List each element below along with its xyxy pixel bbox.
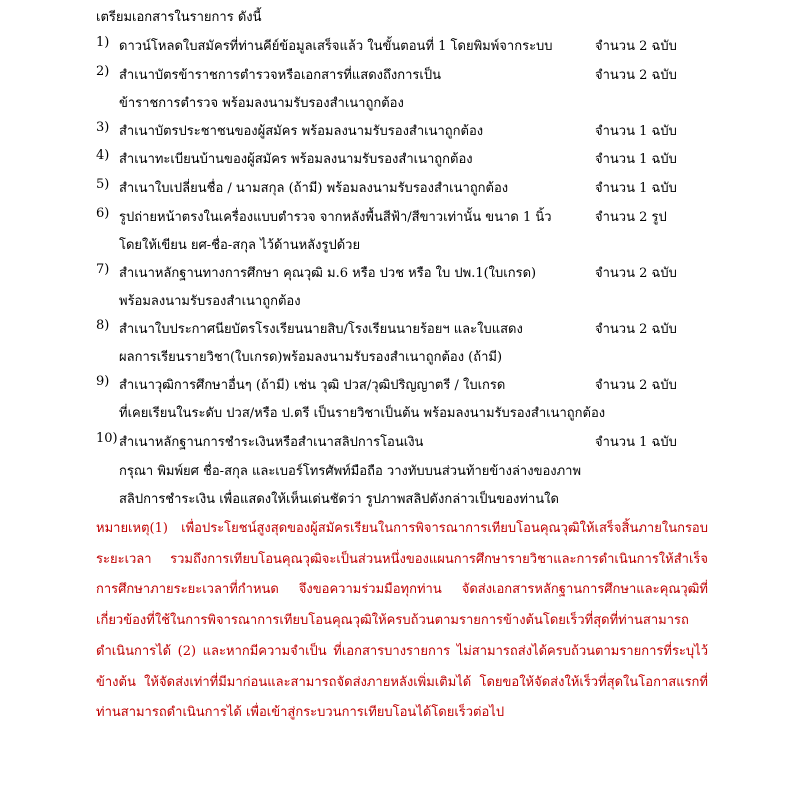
item-text-continued: ผลการเรียนรายวิชา(ใบเกรด)พร้อมลงนามรับรองสำเนาถูกต้อง (ถ้ามี) <box>119 350 503 365</box>
item-text-continued: โดยให้เขียน ยศ-ชื่อ-สกุล ไว้ด้านหลังรูปด้วย <box>119 238 361 253</box>
item-text: สำเนาบัตรประชาชนของผู้สมัคร พร้อมลงนามรับรองสำเนาถูกต้อง <box>119 124 484 139</box>
item-number: 1) <box>96 35 110 50</box>
item-text-continued: กรุณา พิมพ์ยศ ชื่อ-สกุล และเบอร์โทรศัพท์มือถือ วางทับบนส่วนท้ายข้างล่างของภาพ <box>119 464 582 479</box>
item-quantity: จำนวน 1 ฉบับ <box>595 124 677 139</box>
item-text: รูปถ่ายหน้าตรงในเครื่องแบบตำรวจ จากหลังพื้นสีฟ้า/สีขาวเท่านั้น ขนาด 1 นิ้ว <box>119 210 552 225</box>
item-quantity: จำนวน 1 ฉบับ <box>595 152 677 167</box>
item-quantity: จำนวน 2 ฉบับ <box>595 266 677 281</box>
item-number: 9) <box>96 374 110 389</box>
item-quantity: จำนวน 2 ฉบับ <box>595 68 677 83</box>
item-text: สำเนาวุฒิการศึกษาอื่นๆ (ถ้ามี) เช่น วุฒิ ปวส/วุฒิปริญญาตรี / ใบเกรด <box>119 378 506 393</box>
item-number: 4) <box>96 148 110 163</box>
item-number: 8) <box>96 318 110 333</box>
item-text-continued: ข้าราชการตำรวจ พร้อมลงนามรับรองสำเนาถูกต้อง <box>119 96 404 111</box>
item-text: ดาวน์โหลดใบสมัครที่ท่านคีย์ข้อมูลเสร็จแล้ว ในขั้นตอนที่ 1 โดยพิมพ์จากระบบ <box>119 39 553 54</box>
item-quantity: จำนวน 2 รูป <box>595 210 667 225</box>
item-quantity: จำนวน 1 ฉบับ <box>595 181 677 196</box>
item-quantity: จำนวน 1 ฉบับ <box>595 435 677 450</box>
item-text-continued: ที่เคยเรียนในระดับ ปวส/หรือ ป.ตรี เป็นรายวิชาเป็นต้น พร้อมลงนามรับรองสำเนาถูกต้อง <box>119 406 606 421</box>
item-quantity: จำนวน 2 ฉบับ <box>595 378 677 393</box>
item-text-continued: สลิปการชำระเงิน เพื่อแสดงให้เห็นเด่นชัดว่า รูปภาพสลิปดังกล่าวเป็นของท่านใด <box>119 492 559 507</box>
item-number: 10) <box>96 431 118 446</box>
item-quantity: จำนวน 2 ฉบับ <box>595 39 677 54</box>
item-number: 3) <box>96 120 110 135</box>
item-text: สำเนาบัตรข้าราชการตำรวจหรือเอกสารที่แสดงถึงการเป็น <box>119 68 441 83</box>
remark-note: หมายเหตุ(1) เพื่อประโยชน์สูงสุดของผู้สมัครเรียนในการพิจารณาการเทียบโอนคุณวุฒิให้เสร็จสิ้นภายในกรอบระยะเวลา รวมถึงการเทียบโอนคุณวุฒิจะเป็นส่วนหนึ่งของแผนการศึกษารายวิชาและการดำเนินการให้สำเร็จการศึกษาภายระยะเวลาที่กำหนด จึงขอความร่วมมือทุกท่าน จัดส่งเอกสารหลักฐานการศึกษาและคุณวุฒิที่เกี่ยวข้องที่ใช้ในการพิจารณาการเทียบโอนคุณวุฒิให้ครบถ้วนตามรายการข้างต้นโดยเร็วที่สุดที่ท่านสามารถดำเนินการได้ (2) และหากมีความจำเป็น ที่เอกสารบางรายการ ไม่สามารถส่งได้ครบถ้วนตามรายการที่ระบุไว้ข้างต้น ให้จัดส่งเท่าที่มีมาก่อนและสามารถจัดส่งภายหลังเพิ่มเติมได้ โดยขอให้จัดส่งให้เร็วที่สุดในโอกาสแรกที่ท่านสามารถดำเนินการได้ เพื่อเข้าสู่กระบวนการเทียบโอนได้โดยเร็วต่อไป <box>96 521 708 721</box>
item-quantity: จำนวน 2 ฉบับ <box>595 322 677 337</box>
item-text-continued: พร้อมลงนามรับรองสำเนาถูกต้อง <box>119 294 301 309</box>
intro-heading: เตรียมเอกสารในรายการ ดังนี้ <box>96 10 262 25</box>
item-number: 6) <box>96 206 110 221</box>
item-number: 7) <box>96 262 110 277</box>
item-number: 2) <box>96 64 110 79</box>
item-text: สำเนาหลักฐานทางการศึกษา คุณวุฒิ ม.6 หรือ ปวช หรือ ใบ ปพ.1(ใบเกรด) <box>119 266 537 281</box>
item-text: สำเนาใบประกาศนียบัตรโรงเรียนนายสิบ/โรงเรียนนายร้อยฯ และใบแสดง <box>119 322 523 337</box>
item-text: สำเนาหลักฐานการชำระเงินหรือสำเนาสลิปการโอนเงิน <box>119 435 424 450</box>
item-number: 5) <box>96 177 110 192</box>
item-text: สำเนาใบเปลี่ยนชื่อ / นามสกุล (ถ้ามี) พร้อมลงนามรับรองสำเนาถูกต้อง <box>119 181 509 196</box>
item-text: สำเนาทะเบียนบ้านของผู้สมัคร พร้อมลงนามรับรองสำเนาถูกต้อง <box>119 152 473 167</box>
